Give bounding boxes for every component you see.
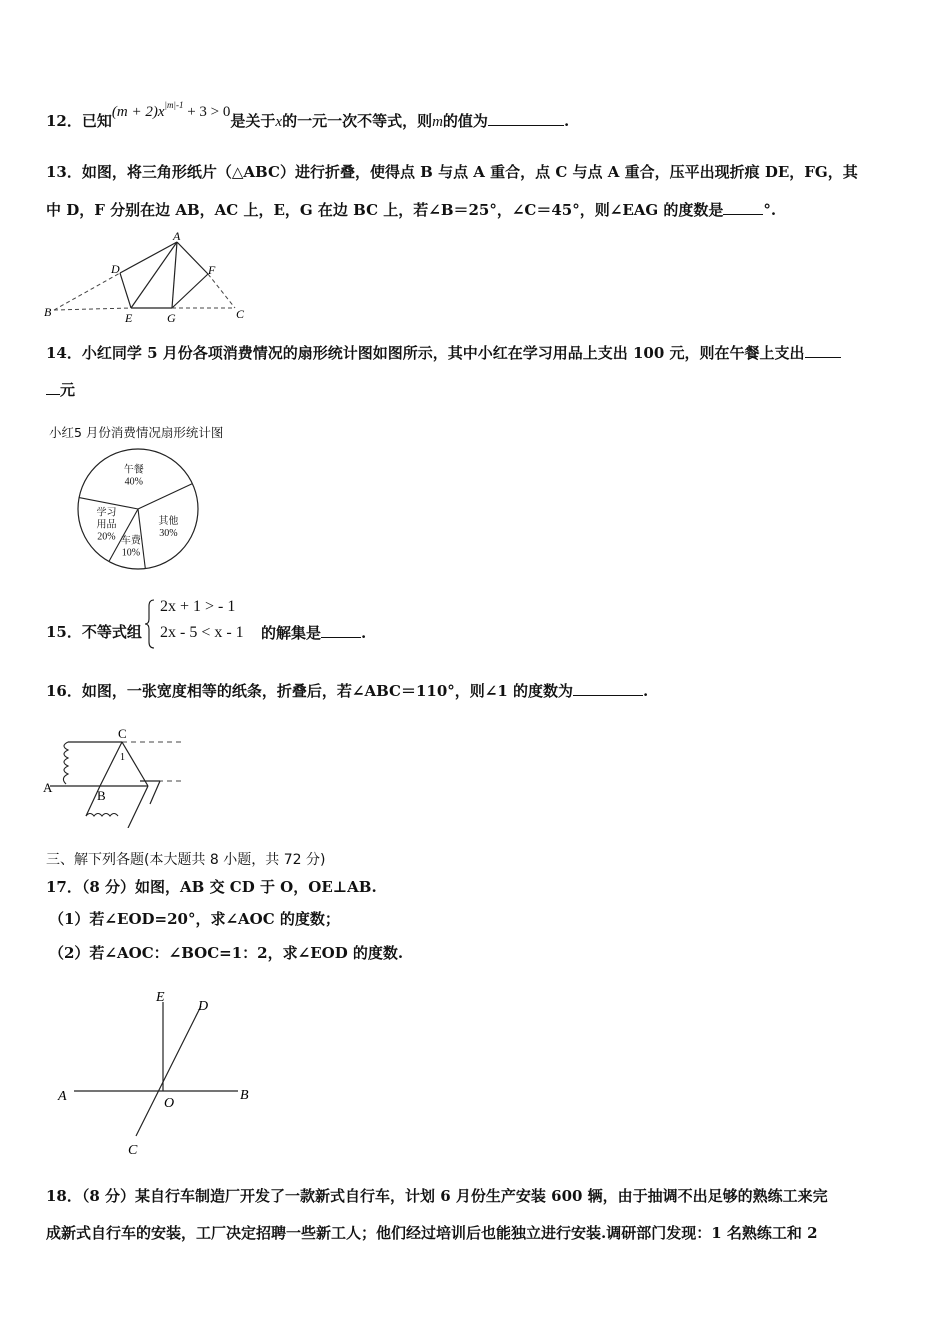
q18-line2: 成新式自行车的安装，工厂决定招聘一些新工人；他们经过培训后也能独立进行安装.调研部门发现：1 名熟练工和 2	[46, 1224, 818, 1242]
pie-label-3-2: 20%	[97, 531, 116, 543]
q15-inequality-1: 2x + 1 > - 1	[160, 598, 236, 615]
pie-chart-title: 小红5 月份消费情况扇形统计图	[49, 425, 224, 440]
q14-answer-blank-a[interactable]	[805, 343, 841, 358]
q12-expr-tail: + 3 > 0	[187, 104, 231, 120]
section-3-title: 三、解下列各题(本大题共 8 小题，共 72 分)	[46, 852, 326, 868]
q16-label-angle-1: 1	[120, 752, 125, 763]
q13-label-e: E	[125, 311, 133, 325]
q15-prefix: 15．不等式组	[46, 623, 142, 641]
q15-inequality-2: 2x - 5 < x - 1	[160, 624, 244, 641]
q17-line1: 17．（8 分）如图，AB 交 CD 于 O，OE⊥AB.	[46, 878, 377, 896]
q12-mid: 是关于	[230, 112, 276, 130]
pie-label-2-1: 10%	[121, 547, 141, 559]
q12-prefix: 已知	[81, 112, 112, 130]
q12-var-m: m	[432, 114, 443, 130]
pie-label-1-1: 30%	[159, 527, 178, 539]
pie-label-1-0: 其他	[158, 515, 179, 527]
q17-figure	[52, 986, 272, 1158]
pie-label-2-0: 车费	[120, 535, 141, 547]
q13-line2-text: 中 D，F 分别在边 AB，AC 上，E，G 在边 BC 上，若∠B＝25°，∠C＝45°，则∠EAG 的度数是	[46, 201, 724, 219]
q13-line2	[46, 199, 776, 220]
q14-answer-blank-b[interactable]	[46, 380, 60, 395]
q15-end: .	[361, 624, 367, 642]
q12-answer-blank[interactable]	[488, 111, 564, 126]
q15-answer-blank[interactable]	[321, 623, 361, 638]
q13-label-b: B	[44, 305, 52, 319]
q14-line2	[46, 379, 75, 400]
q13-label-f: F	[208, 263, 216, 277]
q13-label-g: G	[167, 311, 176, 325]
q16-answer-blank[interactable]	[573, 681, 643, 696]
q13-dashed-be	[54, 308, 131, 310]
q12-mid2: 的一元一次不等式，则	[282, 112, 433, 130]
q12-number: 12．	[46, 112, 82, 130]
q17-label-b: B	[240, 1088, 249, 1103]
q17-line2: （1）若∠EOD=20°，求∠AOC 的度数；	[49, 910, 340, 928]
q13-crease-de	[120, 273, 131, 308]
q17-label-d: D	[198, 999, 209, 1014]
q13-edge-ae	[131, 242, 177, 308]
q13-figure	[40, 230, 260, 326]
q13-label-a: A	[173, 230, 181, 243]
pie-label-0-1: 40%	[124, 476, 143, 488]
q12-expr-main: (m + 2)x	[111, 104, 165, 120]
q12-end: .	[563, 112, 570, 130]
q13-answer-blank[interactable]	[723, 200, 763, 215]
q16-label-b: B	[97, 788, 106, 803]
q16-text: 16．如图，一张宽度相等的纸条，折叠后，若∠ABC＝110°，则∠1 的度数为	[46, 682, 574, 700]
q13-dashed-fc	[208, 274, 235, 308]
q16-figure	[40, 724, 190, 828]
q14-line1-text: 14．小红同学 5 月份各项消费情况的扇形统计图如图所示，其中小红在学习用品上支出 100 元，则在午餐上支出	[46, 344, 805, 362]
q12-expr-exponent: |m|-1	[164, 100, 184, 110]
q17-line-cd	[136, 1006, 201, 1136]
q13-crease-fg	[172, 274, 208, 308]
pie-label-0-0: 午餐	[123, 464, 144, 476]
pie-chart	[72, 447, 214, 575]
q13-edge-af	[177, 242, 208, 274]
question-12	[46, 100, 570, 131]
q13-label-d: D	[111, 262, 120, 276]
q17-label-o: O	[164, 1096, 175, 1111]
pie-label-3-1: 用品	[96, 519, 117, 531]
q16-line	[46, 680, 648, 701]
q13-edge-ad	[120, 242, 177, 273]
q15-brace	[144, 598, 156, 650]
q13-edge-ag	[172, 242, 177, 308]
q15-suffix-text: 的解集是	[261, 624, 322, 642]
q13-label-c: C	[236, 307, 245, 321]
q18-line1: 18．（8 分）某自行车制造厂开发了一款新式自行车，计划 6 月份生产安装 600 辆，由于抽调不出足够的熟练工来完	[46, 1187, 828, 1205]
q13-line1: 13．如图，将三角形纸片（△ABC）进行折叠，使得点 B 与点 A 重合，点 C 与点 A 重合，压平出现折痕 DE，FG，其	[46, 163, 858, 181]
q17-label-e: E	[156, 990, 165, 1005]
q16-end: .	[643, 682, 649, 700]
q13-line2-end: °.	[763, 201, 777, 219]
q14-line1	[46, 342, 841, 363]
q13-dashed-bd	[54, 273, 120, 310]
q15-suffix	[261, 622, 366, 643]
q16-label-a: A	[43, 780, 53, 795]
q17-line3: （2）若∠AOC：∠BOC=1：2，求∠EOD 的度数.	[49, 944, 404, 962]
q17-label-a: A	[58, 1089, 67, 1104]
q16-label-c: C	[118, 726, 127, 741]
q17-label-c: C	[128, 1143, 138, 1158]
q12-var-x: x	[275, 114, 283, 130]
q12-suffix: 的值为	[442, 112, 488, 130]
pie-label-3-0: 学习	[96, 507, 117, 519]
q12-expression	[111, 100, 231, 120]
q14-line2-end: 元	[60, 381, 76, 399]
